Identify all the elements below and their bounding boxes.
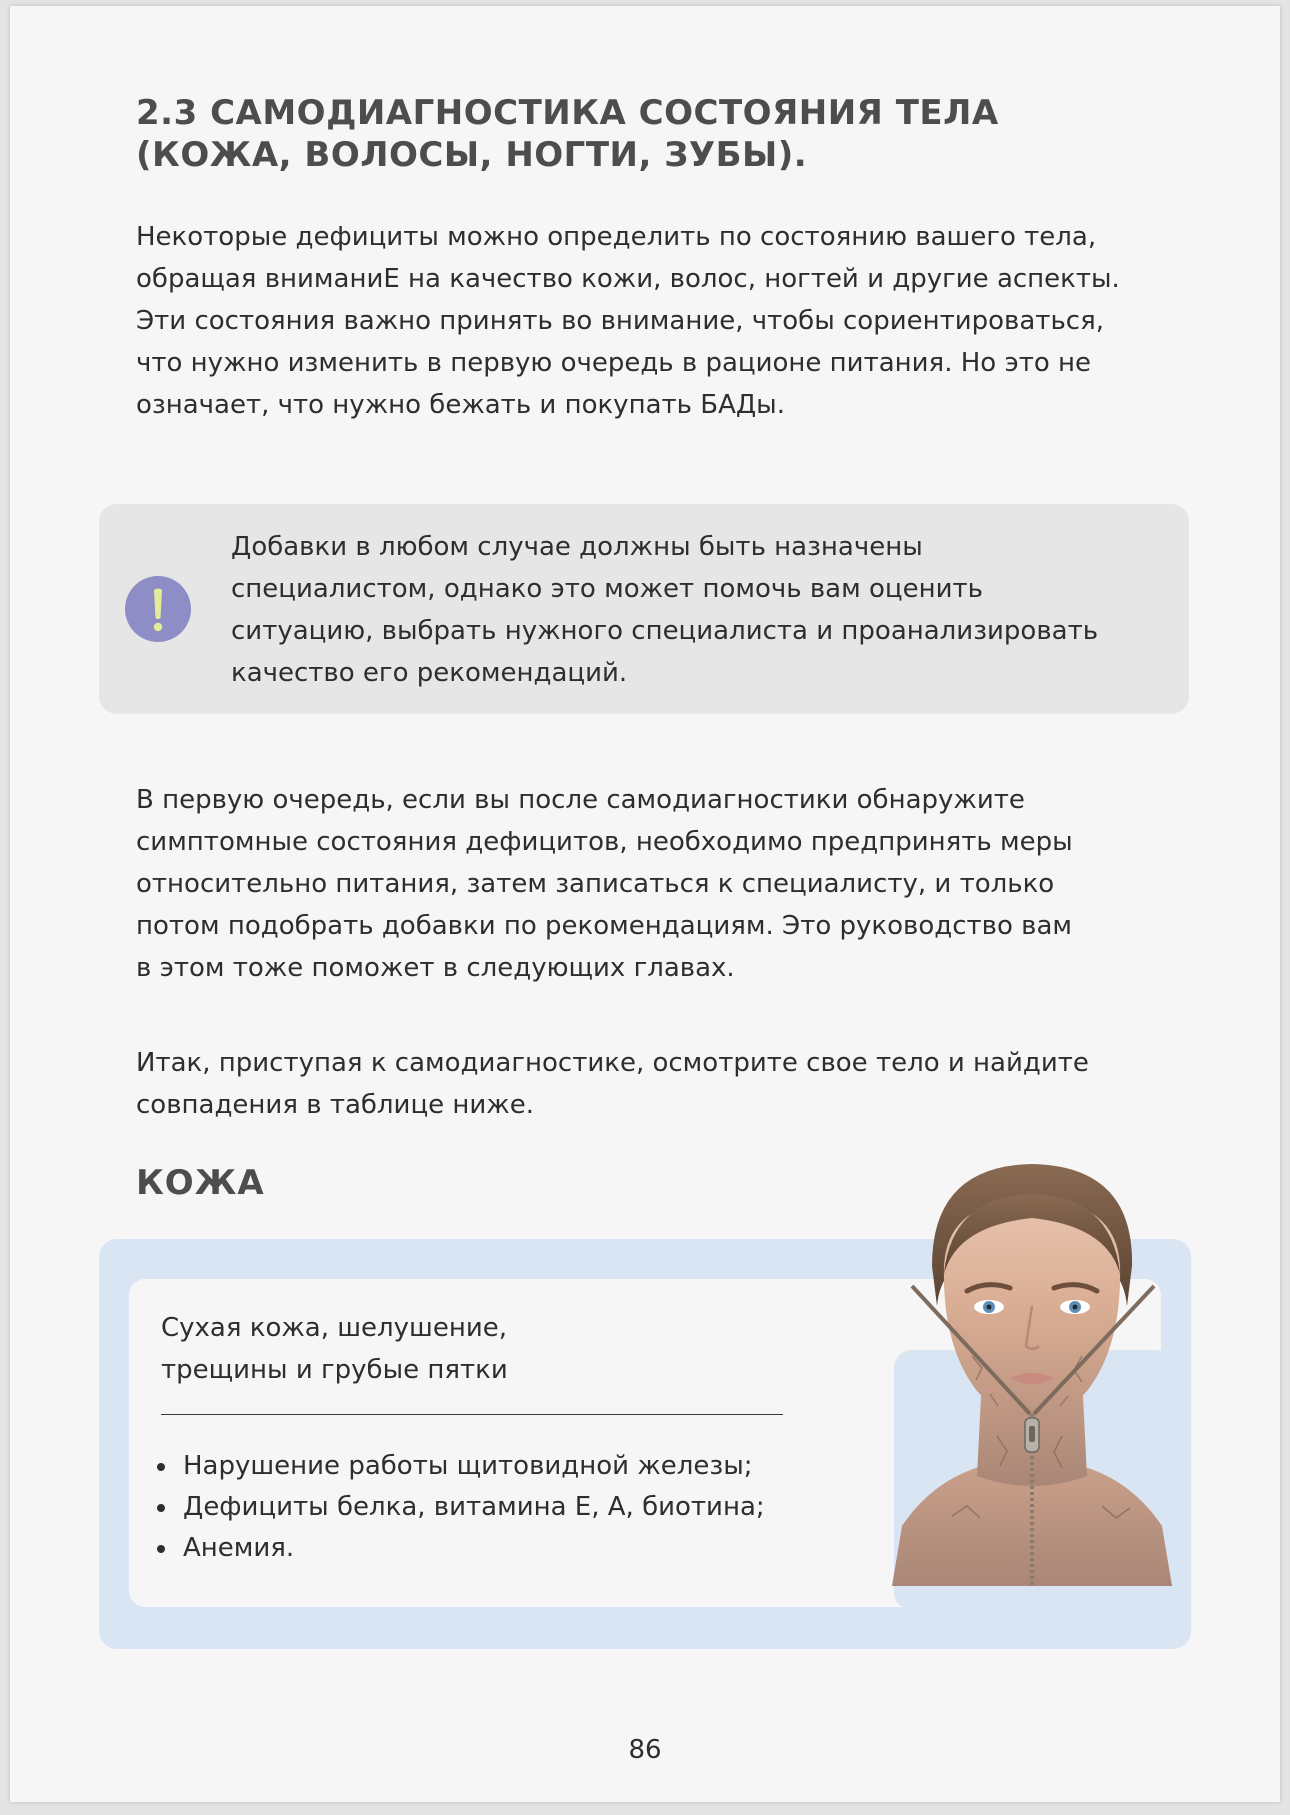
divider (161, 1414, 783, 1415)
list-item: Дефициты белка, витамина Е, А, биотина; (153, 1487, 765, 1528)
text-line: означает, что нужно бежать и покупать БАДы. (136, 390, 785, 420)
text-line: Эти состояния важно принять во внимание, чтобы сориентироваться, (136, 306, 1104, 336)
list-item: Нарушение работы щитовидной железы; (153, 1446, 765, 1487)
section-title (136, 92, 1136, 176)
text-line: Добавки в любом случае должны быть назначены (231, 532, 923, 562)
list-item: Анемия. (153, 1528, 765, 1569)
causes-list (153, 1446, 765, 1569)
text-line: Некоторые дефициты можно определить по состоянию вашего тела, (136, 222, 1097, 252)
page-number: 86 (628, 1735, 662, 1765)
text-line: Сухая кожа, шелушение, (161, 1313, 507, 1343)
notice-box (99, 504, 1189, 714)
document-page (10, 6, 1280, 1802)
text-line: специалистом, однако это может помочь вам оценить (231, 574, 983, 604)
text-line: качество его рекомендаций. (231, 658, 628, 688)
text-line: потом подобрать добавки по рекомендациям. Это руководство вам (136, 911, 1073, 941)
section-title-line: (КОЖА, ВОЛОСЫ, НОГТИ, ЗУБЫ). (136, 135, 808, 175)
portrait-image (872, 1156, 1192, 1586)
exclamation-icon (125, 576, 191, 642)
text-line: что нужно изменить в первую очередь в рационе питания. Но это не (136, 348, 1092, 378)
intro-paragraph (136, 216, 1176, 426)
text-line: обращая вниманиЕ на качество кожи, волос, ногтей и другие аспекты. (136, 264, 1120, 294)
text-line: Итак, приступая к самодиагностике, осмотрите свое тело и найдите (136, 1048, 1089, 1078)
symptom-title (161, 1307, 508, 1391)
instruction-paragraph (136, 1042, 1176, 1126)
section-title-line: 2.3 САМОДИАГНОСТИКА СОСТОЯНИЯ ТЕЛА (136, 93, 999, 133)
text-line: ситуацию, выбрать нужного специалиста и проанализировать (231, 616, 1099, 646)
text-line: В первую очередь, если вы после самодиагностики обнаружите (136, 785, 1025, 815)
text-line: в этом тоже поможет в следующих главах. (136, 953, 735, 983)
text-line: трещины и грубые пятки (161, 1355, 508, 1385)
text-line: симптомные состояния дефицитов, необходимо предпринять меры (136, 827, 1073, 857)
text-line: относительно питания, затем записаться к специалисту, и только (136, 869, 1055, 899)
skin-section-title: КОЖА (136, 1163, 265, 1203)
notice-text (231, 526, 1171, 694)
text-line: совпадения в таблице ниже. (136, 1090, 534, 1120)
guidance-paragraph (136, 779, 1176, 989)
